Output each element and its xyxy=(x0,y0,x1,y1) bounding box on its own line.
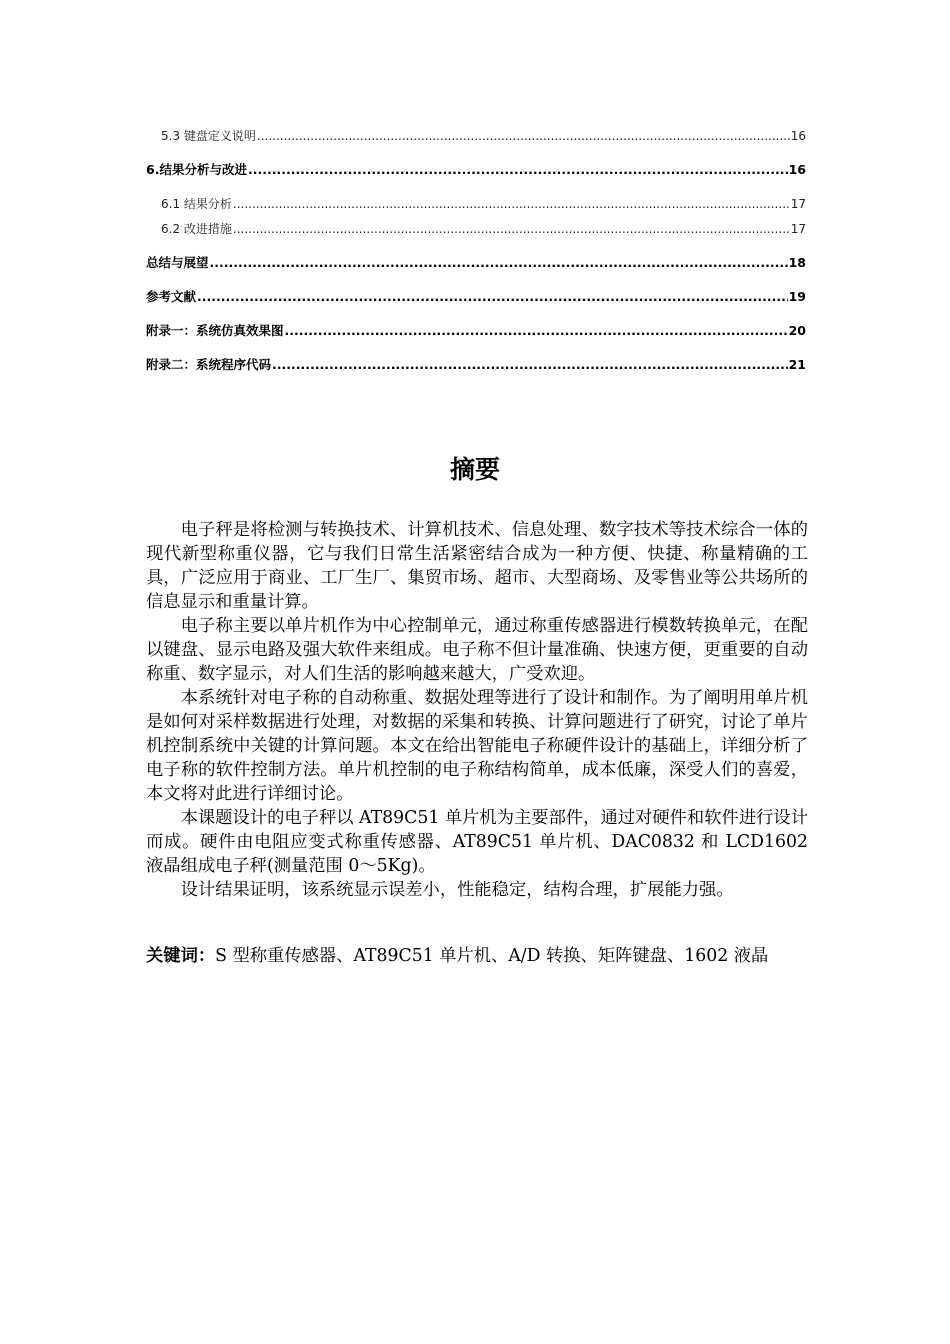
toc-entry-title: 6.结果分析与改进 xyxy=(146,162,247,177)
abstract-paragraph: 电子称主要以单片机作为中心控制单元，通过称重传感器进行模数转换单元，在配以键盘、显示电路及强大软件来组成。电子称不但计量准确、快速方便，更重要的自动称重、数字显示，对人们生活的影响越来越大，广受欢迎。 xyxy=(146,616,808,684)
toc-entry-appendix-2[interactable] xyxy=(146,355,806,375)
table-of-contents xyxy=(146,126,806,375)
toc-entry-page: 17 xyxy=(790,222,806,236)
abstract-paragraph: 电子秤是将检测与转换技术、计算机技术、信息处理、数字技术等技术综合一体的现代新型称重仪器，它与我们日常生活紧密结合成为一种方便、快捷、称量精确的工具，广泛应用于商业、工厂生厂、集贸市场、超市、大型商场、及零售业等公共场所的信息显示和重量计算。 xyxy=(146,520,808,612)
toc-entry-6-2[interactable] xyxy=(146,219,806,239)
toc-entry-title: 6.1 结果分析 xyxy=(161,197,232,211)
toc-entry-page: 16 xyxy=(790,129,806,143)
toc-entry-5-3[interactable] xyxy=(146,126,806,146)
toc-entry-page: 18 xyxy=(788,255,806,270)
abstract-title: 摘要 xyxy=(449,455,500,484)
toc-entry-6-1[interactable] xyxy=(146,194,806,214)
toc-leader-dots xyxy=(233,194,790,214)
toc-leader-dots xyxy=(248,160,788,180)
toc-entry-page: 20 xyxy=(788,323,806,338)
keywords-label: 关键词： xyxy=(146,946,216,966)
abstract-body xyxy=(146,518,808,902)
toc-entry-references[interactable] xyxy=(146,287,806,307)
keywords-line xyxy=(146,944,846,968)
toc-leader-dots xyxy=(197,287,788,307)
toc-entry-6[interactable] xyxy=(146,160,806,180)
toc-entry-page: 19 xyxy=(788,289,806,304)
abstract-paragraph: 设计结果证明，该系统显示误差小，性能稳定，结构合理，扩展能力强。 xyxy=(180,880,734,900)
toc-leader-dots xyxy=(285,321,788,341)
toc-leader-dots xyxy=(233,219,790,239)
abstract-paragraph: 本系统针对电子称的自动称重、数据处理等进行了设计和制作。为了阐明用单片机是如何对采样数据进行处理，对数据的采集和转换、计算问题进行了研究，讨论了单片机控制系统中关键的计算问题。本文在给出智能电子称硬件设计的基础上，详细分析了电子称的软件控制方法。单片机控制的电子称结构简单，成本低廉，深受人们的喜爱，本文将对此进行详细讨论。 xyxy=(146,688,808,804)
keywords-text: S 型称重传感器、AT89C51 单片机、A/D 转换、矩阵键盘、1602 液晶 xyxy=(215,946,769,966)
abstract-paragraph: 本课题设计的电子秤以 AT89C51 单片机为主要部件，通过对硬件和软件进行设计而成。硬件由电阻应变式称重传感器、AT89C51 单片机、DAC0832 和 LCD1602 液晶组成电子秤(测量范围 0～5Kg)。 xyxy=(146,808,808,876)
toc-leader-dots xyxy=(257,126,790,146)
toc-leader-dots xyxy=(210,253,788,273)
toc-entry-title: 5.3 键盘定义说明 xyxy=(161,129,256,143)
toc-entry-title: 6.2 改进措施 xyxy=(161,222,232,236)
toc-entry-title: 附录一：系统仿真效果图 xyxy=(146,323,284,338)
toc-entry-title: 参考文献 xyxy=(146,289,197,304)
toc-entry-page: 17 xyxy=(790,197,806,211)
toc-entry-title: 总结与展望 xyxy=(146,255,209,270)
toc-entry-title: 附录二：系统程序代码 xyxy=(146,357,272,372)
toc-entry-page: 21 xyxy=(788,357,806,372)
toc-entry-page: 16 xyxy=(788,162,806,177)
toc-entry-summary[interactable] xyxy=(146,253,806,273)
toc-entry-appendix-1[interactable] xyxy=(146,321,806,341)
toc-leader-dots xyxy=(272,355,788,375)
